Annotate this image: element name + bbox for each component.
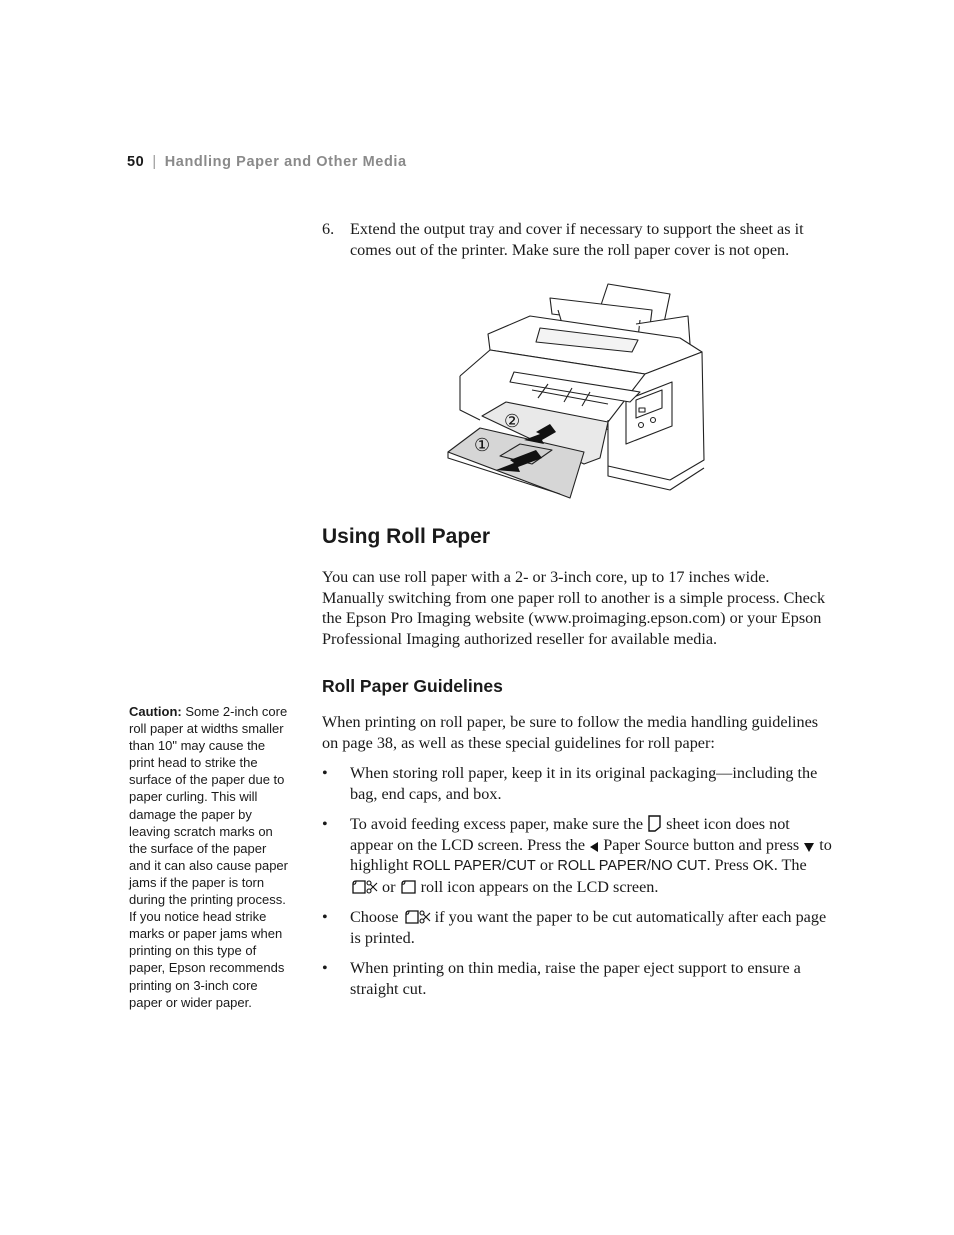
roll-icon: [400, 879, 417, 895]
caution-label: Caution:: [129, 704, 182, 719]
header-separator: |: [152, 154, 157, 170]
list-item: • To avoid feeding excess paper, make sure the sheet icon does not appear on the LCD screen. Press the Paper Source button and press to highlight ROLL PAPER/CUT or ROLL PAPER/NO CUT. Press OK. The or roll icon appears on the LCD screen.: [322, 815, 832, 896]
sheet-icon: [647, 815, 662, 832]
subsection-heading: Roll Paper Guidelines: [322, 676, 503, 696]
guidelines-lead: When printing on roll paper, be sure to follow the media handling guidelines on page 38, as well as these special guidelines for roll paper:: [322, 713, 819, 752]
list-item: [322, 958, 832, 999]
roll-cut-icon: [403, 909, 431, 925]
step-number: 6.: [322, 220, 335, 238]
option-roll-paper-cut: ROLL PAPER/CUT: [412, 858, 536, 874]
section-heading: Using Roll Paper: [322, 525, 491, 548]
caution-text: Some 2-inch core roll paper at widths smaller than 10" may cause the print head to strike the surface of the paper due to paper curling. This will damage the paper by leaving scratch marks on the surface of the paper and it can also cause paper jams if the paper is torn during the printing process. If you notice head strike marks or paper jams when printing on this type of paper, Epson recommends printing on 3-inch core paper or wider paper.: [129, 704, 288, 1010]
step-6: [322, 219, 832, 261]
bullet-text: When printing on thin media, raise the paper eject support to ensure a straight cut.: [350, 959, 801, 998]
list-item: • Choose if you want the paper to be cut automatically after each page is printed.: [322, 908, 827, 947]
bullet-mark: •: [322, 815, 328, 833]
down-triangle-icon: [803, 842, 815, 853]
section-intro: You can use roll paper with a 2- or 3-inch core, up to 17 inches wide. Manually switching from one paper roll to another is a simple process. Check the Epson Pro Imaging website (www.proimaging.epson.com) or your Epson Professional Imaging authorized reseller for available media.: [322, 568, 826, 648]
bullet-text: When storing roll paper, keep it in its original packaging—including the bag, end caps, and box.: [350, 764, 818, 803]
list-item: [322, 763, 832, 804]
step-text: Extend the output tray and cover if necessary to support the sheet as it comes out of the printer. Make sure the roll paper cover is not open.: [350, 220, 804, 259]
bullet-mark: •: [322, 908, 328, 926]
option-roll-paper-no-cut: ROLL PAPER/NO CUT: [557, 858, 707, 874]
bullet-mark: •: [322, 959, 328, 977]
left-triangle-icon: [589, 841, 599, 853]
roll-cut-icon: [350, 879, 378, 895]
running-header: [127, 154, 407, 170]
page-number: 50: [127, 154, 145, 170]
header-section-title: Handling Paper and Other Media: [164, 154, 407, 170]
guidelines-list: [322, 763, 832, 999]
caution-note: [129, 703, 291, 1011]
callout-1: ①: [474, 435, 491, 456]
bullet-text: To avoid feeding excess paper, make sure the: [350, 815, 644, 833]
callout-2: ②: [504, 411, 521, 432]
printer-illustration: [440, 280, 715, 500]
ok-button-label: OK: [752, 858, 774, 874]
bullet-mark: •: [322, 764, 328, 782]
